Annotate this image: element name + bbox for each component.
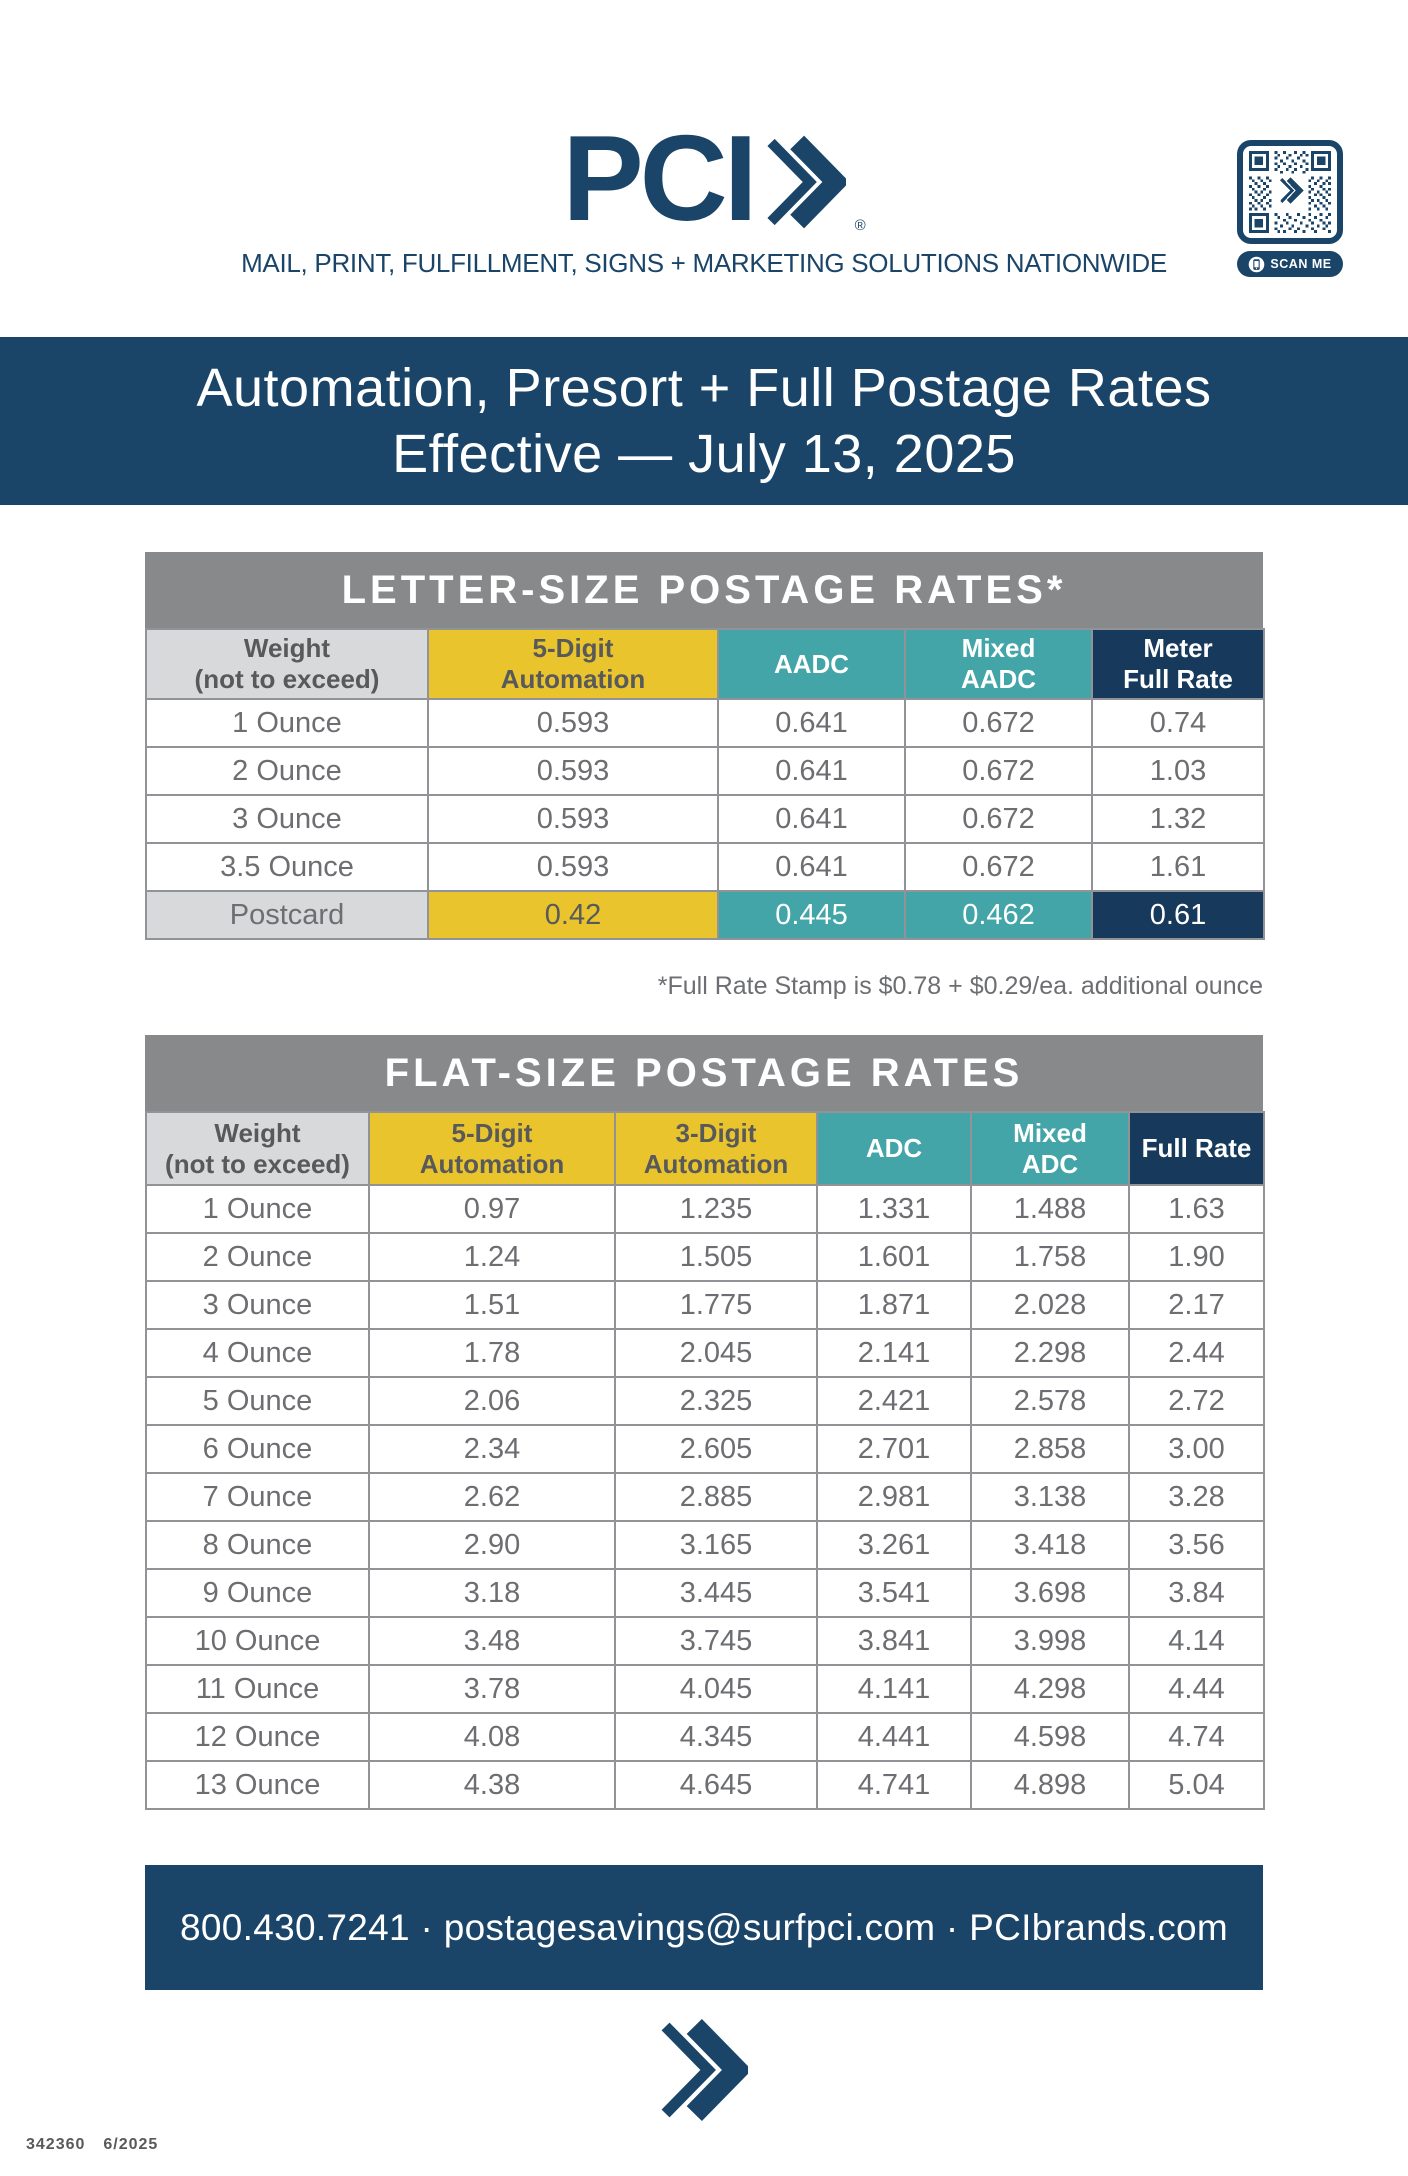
rate-cell: 4.898 [971,1761,1129,1809]
brand-header [0,109,1408,279]
rate-cell: 0.641 [718,747,905,795]
rate-cell: 2.141 [817,1329,971,1377]
rate-cell: 0.445 [718,891,905,939]
rate-cell: 0.593 [428,843,718,891]
weight-cell: 5 Ounce [146,1377,369,1425]
rate-cell: 4.045 [615,1665,817,1713]
rate-cell: 0.462 [905,891,1092,939]
rate-cell: 3.998 [971,1617,1129,1665]
column-header-weight: Weight (not to exceed) [146,629,428,699]
rate-footnote: *Full Rate Stamp is $0.78 + $0.29/ea. additional ounce [657,972,1263,1000]
table-row [146,699,1264,747]
column-header-aadc: AADC [718,629,905,699]
rate-cell: 0.593 [428,795,718,843]
rate-cell: 2.028 [971,1281,1129,1329]
weight-cell: 3 Ounce [146,1281,369,1329]
rate-cell: 2.90 [369,1521,615,1569]
table-row [146,747,1264,795]
column-header-meter-full-rate: Meter Full Rate [1092,629,1264,699]
flat-rates-section [145,1035,1263,1810]
contact-info: 800.430.7241 · postagesavings@surfpci.com · PCIbrands.com [179,1906,1229,1948]
title-banner [0,337,1408,505]
weight-cell: Postcard [146,891,428,939]
qr-block [1237,140,1343,277]
rate-cell: 0.42 [428,891,718,939]
rate-cell: 4.598 [971,1713,1129,1761]
rate-cell: 4.298 [971,1665,1129,1713]
rate-cell: 3.00 [1129,1425,1264,1473]
rate-cell: 4.14 [1129,1617,1264,1665]
weight-cell: 3.5 Ounce [146,843,428,891]
table-row [146,1233,1264,1281]
rate-cell: 2.885 [615,1473,817,1521]
logo-text: PCI [562,109,754,246]
rate-cell: 2.605 [615,1425,817,1473]
header-row [146,1112,1264,1185]
rate-cell: 4.345 [615,1713,817,1761]
tagline: MAIL, PRINT, FULFILLMENT, SIGNS + MARKETING SOLUTIONS NATIONWIDE [241,248,1167,278]
rate-cell: 1.78 [369,1329,615,1377]
letter-table-title: LETTER-SIZE POSTAGE RATES* [145,552,1263,628]
table-row [146,1473,1264,1521]
phone-icon [1248,256,1265,273]
chevron-logo-icon [766,130,846,234]
table-row [146,1761,1264,1809]
letter-rates-section [145,552,1263,1001]
rate-cell: 2.298 [971,1329,1129,1377]
column-header-3digit: 3-Digit Automation [615,1112,817,1185]
rate-cell: 1.488 [971,1185,1129,1233]
rate-cell: 2.981 [817,1473,971,1521]
weight-cell: 1 Ounce [146,699,428,747]
rate-cell: 3.541 [817,1569,971,1617]
scan-me-pill [1237,251,1343,277]
rate-cell: 2.17 [1129,1281,1264,1329]
weight-cell: 13 Ounce [146,1761,369,1809]
fine-print [26,2136,176,2154]
rate-cell: 3.745 [615,1617,817,1665]
table-row [146,1665,1264,1713]
letter-rates-table [145,628,1265,940]
flat-rates-table [145,1111,1265,1810]
table-row [146,1377,1264,1425]
rate-cell: 1.24 [369,1233,615,1281]
rate-cell: 0.672 [905,747,1092,795]
rate-cell: 0.593 [428,699,718,747]
registered-mark: ® [854,217,866,234]
rate-cell: 0.97 [369,1185,615,1233]
rate-cell: 2.34 [369,1425,615,1473]
column-header-5digit: 5-Digit Automation [428,629,718,699]
rate-cell: 1.601 [817,1233,971,1281]
rate-cell: 4.74 [1129,1713,1264,1761]
rate-cell: 0.74 [1092,699,1264,747]
rate-cell: 4.44 [1129,1665,1264,1713]
table-row [146,1617,1264,1665]
rate-cell: 3.18 [369,1569,615,1617]
weight-cell: 2 Ounce [146,747,428,795]
postcard-row [146,891,1264,939]
rate-cell: 2.421 [817,1377,971,1425]
weight-cell: 4 Ounce [146,1329,369,1377]
table-row [146,1185,1264,1233]
rate-cell: 2.701 [817,1425,971,1473]
weight-cell: 10 Ounce [146,1617,369,1665]
table-row [146,795,1264,843]
rate-cell: 2.62 [369,1473,615,1521]
rate-cell: 3.84 [1129,1569,1264,1617]
weight-cell: 6 Ounce [146,1425,369,1473]
rate-cell: 4.141 [817,1665,971,1713]
table-row [146,1425,1264,1473]
rate-cell: 4.08 [369,1713,615,1761]
rate-cell: 2.44 [1129,1329,1264,1377]
column-header-weight: Weight (not to exceed) [146,1112,369,1185]
rate-cell: 5.04 [1129,1761,1264,1809]
rate-cell: 0.672 [905,795,1092,843]
banner-line-2: Effective — July 13, 2025 [392,424,1016,484]
qr-code-icon [1237,140,1343,244]
rate-cell: 3.78 [369,1665,615,1713]
rate-cell: 0.641 [718,795,905,843]
rate-cell: 3.418 [971,1521,1129,1569]
rate-cell: 1.90 [1129,1233,1264,1281]
table-row [146,1281,1264,1329]
rate-cell: 1.03 [1092,747,1264,795]
table-row [146,1713,1264,1761]
rate-cell: 2.045 [615,1329,817,1377]
rate-cell: 1.235 [615,1185,817,1233]
rate-cell: 1.758 [971,1233,1129,1281]
scan-me-label: SCAN ME [1270,257,1332,271]
rate-cell: 1.505 [615,1233,817,1281]
print-date: 6/2025 [103,2136,159,2153]
weight-cell: 2 Ounce [146,1233,369,1281]
weight-cell: 11 Ounce [146,1665,369,1713]
weight-cell: 9 Ounce [146,1569,369,1617]
weight-cell: 3 Ounce [146,795,428,843]
rate-cell: 3.841 [817,1617,971,1665]
job-number: 342360 [26,2136,86,2153]
column-header-full-rate: Full Rate [1129,1112,1264,1185]
rate-cell: 3.165 [615,1521,817,1569]
bottom-chevron-icon [660,2018,748,2122]
rate-cell: 1.63 [1129,1185,1264,1233]
rate-cell: 2.858 [971,1425,1129,1473]
rate-cell: 3.261 [817,1521,971,1569]
banner-line-1: Automation, Presort + Full Postage Rates [196,358,1212,418]
rate-cell: 0.672 [905,843,1092,891]
rate-cell: 1.331 [817,1185,971,1233]
rate-cell: 3.48 [369,1617,615,1665]
table-row [146,1521,1264,1569]
table-row [146,1329,1264,1377]
rate-cell: 1.871 [817,1281,971,1329]
flat-table-title: FLAT-SIZE POSTAGE RATES [145,1035,1263,1111]
rate-cell: 3.445 [615,1569,817,1617]
rate-cell: 3.138 [971,1473,1129,1521]
pci-logo [562,109,866,246]
rate-cell: 4.645 [615,1761,817,1809]
weight-cell: 8 Ounce [146,1521,369,1569]
weight-cell: 1 Ounce [146,1185,369,1233]
rate-cell: 4.38 [369,1761,615,1809]
rate-cell: 0.641 [718,843,905,891]
rate-cell: 2.72 [1129,1377,1264,1425]
rate-cell: 1.61 [1092,843,1264,891]
rate-cell: 0.641 [718,699,905,747]
column-header-mixed-adc: Mixed ADC [971,1112,1129,1185]
weight-cell: 12 Ounce [146,1713,369,1761]
column-header-adc: ADC [817,1112,971,1185]
column-header-5digit: 5-Digit Automation [369,1112,615,1185]
rate-cell: 2.578 [971,1377,1129,1425]
rate-cell: 0.593 [428,747,718,795]
rate-cell: 3.56 [1129,1521,1264,1569]
rate-cell: 1.775 [615,1281,817,1329]
table-row [146,843,1264,891]
weight-cell: 7 Ounce [146,1473,369,1521]
column-header-mixed-aadc: Mixed AADC [905,629,1092,699]
rate-cell: 3.28 [1129,1473,1264,1521]
rate-cell: 4.441 [817,1713,971,1761]
rate-cell: 1.51 [369,1281,615,1329]
rate-cell: 2.325 [615,1377,817,1425]
table-row [146,1569,1264,1617]
header-row [146,629,1264,699]
rate-cell: 0.672 [905,699,1092,747]
rate-cell: 0.61 [1092,891,1264,939]
rate-cell: 2.06 [369,1377,615,1425]
rate-cell: 3.698 [971,1569,1129,1617]
rate-cell: 1.32 [1092,795,1264,843]
rate-cell: 4.741 [817,1761,971,1809]
contact-bar [145,1865,1263,1990]
